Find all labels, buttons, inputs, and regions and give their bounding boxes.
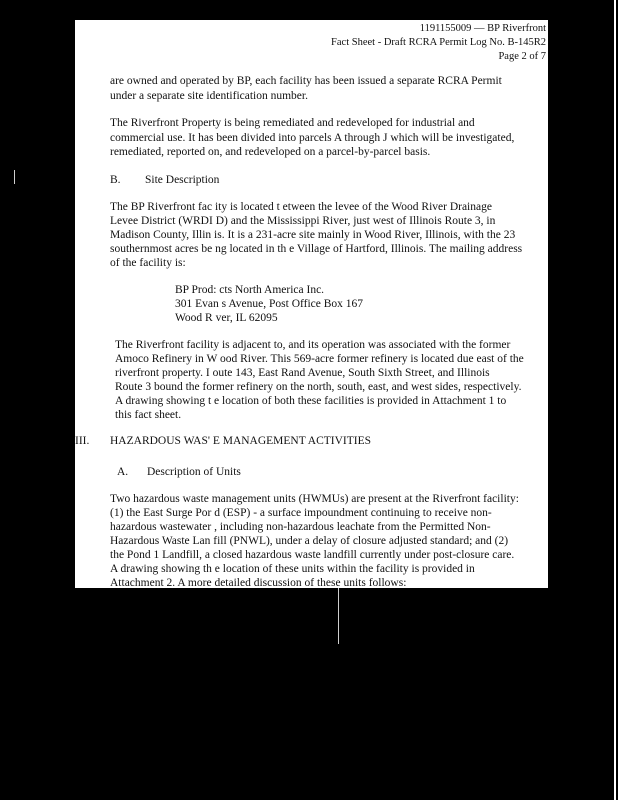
scan-edge	[614, 0, 616, 800]
section-3-heading: HAZARDOUS WAS' E MANAGEMENT ACTIVITIES	[110, 435, 372, 447]
document-page	[75, 20, 548, 588]
site-line-1: The BP Riverfront fac ity is located t etween the levee of the Wood River Drainage	[110, 201, 492, 213]
units-line-1: Two hazardous waste management units (HWMUs) are present at the Riverfront facility:	[110, 493, 519, 505]
units-line-7: Attachment 2. A more detailed discussion of these units follows:	[110, 577, 407, 588]
section-a-heading: Description of Units	[147, 466, 241, 478]
section-b-marker: B.	[110, 174, 121, 186]
adjacent-line-4: Route 3 bound the former refinery on the north, south, east, and west sides, respectively.	[115, 381, 522, 393]
section-3-marker: III.	[75, 435, 90, 447]
scan-artifact-mark	[14, 170, 15, 184]
riverfront-line-1: The Riverfront Property is being remediated and redeveloped for industrial and	[110, 117, 475, 129]
site-line-5: of the facility is:	[110, 257, 186, 269]
riverfront-line-3: remediated, reported on, and redeveloped on a parcel-by-parcel basis.	[110, 146, 431, 158]
adjacent-line-2: Amoco Refinery in W ood River. This 569-acre former refinery is located due east of the	[115, 353, 524, 365]
adjacent-line-5: A drawing showing t e location of both these facilities is provided in Attachment 1 to	[115, 395, 507, 407]
address-line-2: 301 Evan s Avenue, Post Office Box 167	[175, 298, 364, 310]
header-doc-title: Fact Sheet - Draft RCRA Permit Log No. B-145R2	[331, 37, 546, 48]
adjacent-line-6: this fact sheet.	[115, 409, 182, 421]
adjacent-line-3: riverfront property. I oute 143, East Rand Avenue, South Sixth Street, and Illinois	[115, 367, 490, 379]
riverfront-line-2: commercial use. It has been divided into parcels A through J which will be investigated,	[110, 132, 515, 144]
units-line-4: Hazardous Waste Lan fill (PNWL), under a delay of closure adjusted standard; and (2)	[110, 535, 509, 547]
address-line-1: BP Prod: cts North America Inc.	[175, 284, 325, 296]
scan-artifact-line	[338, 588, 339, 644]
units-line-2: (1) the East Surge Por d (ESP) - a surface impoundment continuing to receive non-	[110, 507, 492, 519]
site-line-4: southernmost acres be ng located in th e Village of Hartford, Illinois. The mailing address	[110, 243, 523, 255]
site-line-3: Madison County, Illin is. It is a 231-acre site mainly in Wood River, Illinois, with the 23	[110, 229, 516, 241]
section-b-heading: Site Description	[145, 174, 220, 186]
address-line-3: Wood R ver, IL 62095	[175, 312, 278, 324]
header-doc-id: 1191155009 — BP Riverfront	[419, 23, 546, 34]
units-line-6: A drawing showing th e location of these units within the facility is provided in	[110, 563, 475, 575]
adjacent-line-1: The Riverfront facility is adjacent to, and its operation was associated with the former	[115, 339, 511, 351]
units-line-5: the Pond 1 Landfill, a closed hazardous waste landfill currently under post-closure care.	[110, 549, 515, 561]
intro-line-1: are owned and operated by BP, each facility has been issued a separate RCRA Permit	[110, 75, 502, 87]
intro-line-2: under a separate site identification number.	[110, 90, 308, 102]
site-line-2: Levee District (WRDI D) and the Mississippi River, just west of Illinois Route 3, in	[110, 215, 496, 227]
section-a-marker: A.	[117, 466, 129, 478]
header-page-number: Page 2 of 7	[498, 51, 546, 62]
units-line-3: hazardous wastewater , including non-hazardous leachate from the Permitted Non-	[110, 521, 491, 533]
